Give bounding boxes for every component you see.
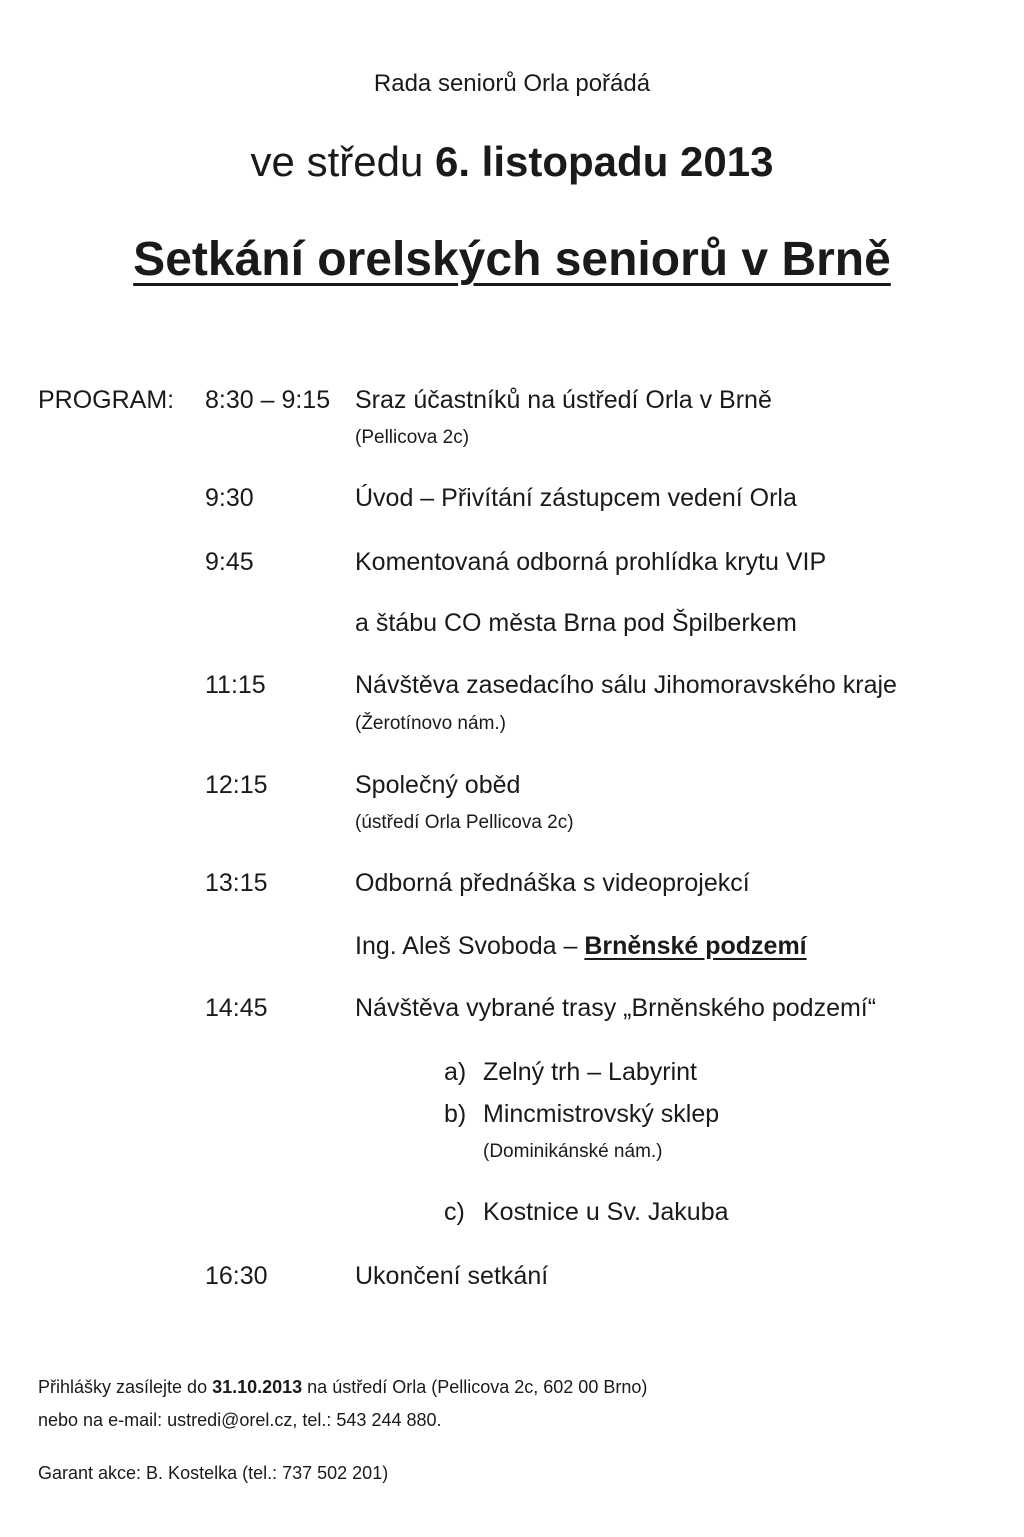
- program-time: 14:45: [205, 994, 268, 1022]
- subitem-text: Mincmistrovský sklep: [483, 1100, 720, 1128]
- subitem-text: Zelný trh – Labyrint: [483, 1058, 697, 1086]
- program-time: 9:30: [205, 484, 254, 512]
- program-text: Sraz účastníků na ústředí Orla v Brně: [355, 386, 772, 414]
- lecturer-name: Ing. Aleš Svoboda –: [355, 932, 585, 960]
- program-text: Návštěva zasedacího sálu Jihomoravského kraje: [355, 671, 897, 699]
- program-text: Úvod – Přivítání zástupcem vedení Orla: [355, 484, 797, 512]
- program-text-continued: [355, 932, 807, 961]
- title-text: Setkání orelských seniorů v Brně: [133, 233, 891, 286]
- program-text: Odborná přednáška s videoprojekcí: [355, 869, 750, 897]
- program-text: Komentovaná odborná prohlídka krytu VIP: [355, 548, 827, 576]
- program-time: 11:15: [205, 671, 266, 699]
- registration-suffix: na ústředí Orla (Pellicova 2c, 602 00 Brno): [302, 1377, 648, 1397]
- program-time: 16:30: [205, 1262, 268, 1290]
- program-note: (Pellicova 2c): [355, 427, 470, 448]
- program-time: 9:45: [205, 548, 254, 576]
- event-date: [0, 138, 1024, 186]
- program-time: 12:15: [205, 771, 268, 799]
- program-text-continued: a štábu CO města Brna pod Špilberkem: [355, 609, 797, 637]
- registration-line: [38, 1377, 647, 1398]
- program-time: 13:15: [205, 869, 268, 897]
- subitem-letter: c): [444, 1198, 465, 1226]
- organizer-line: Rada seniorů Orla pořádá: [373, 70, 651, 97]
- date-bold: 6. listopadu 2013: [434, 138, 774, 185]
- subitem-text: Kostnice u Sv. Jakuba: [483, 1198, 729, 1226]
- program-time: 8:30 – 9:15: [205, 386, 331, 414]
- program-text: Ukončení setkání: [355, 1262, 549, 1290]
- contact-line: nebo na e-mail: ustredi@orel.cz, tel.: 543 244 880.: [38, 1410, 442, 1430]
- guarantor-line: Garant akce: B. Kostelka (tel.: 737 502 201): [38, 1463, 389, 1483]
- subitem-letter: b): [444, 1100, 467, 1128]
- lecture-topic: Brněnské podzemí: [584, 932, 807, 960]
- program-label: PROGRAM:: [38, 386, 175, 414]
- program-note: (ústředí Orla Pellicova 2c): [355, 812, 574, 833]
- registration-deadline: 31.10.2013: [212, 1377, 303, 1397]
- page-title: [0, 232, 1024, 287]
- program-note: (Žerotínovo nám.): [355, 713, 506, 734]
- program-text: Společný oběd: [355, 771, 521, 799]
- registration-prefix: Přihlášky zasílejte do: [38, 1377, 213, 1397]
- subitem-letter: a): [444, 1058, 467, 1086]
- program-text: Návštěva vybrané trasy „Brněnského podzemí“: [355, 994, 877, 1022]
- subitem-note: (Dominikánské nám.): [483, 1141, 663, 1162]
- date-prefix: ve středu: [250, 138, 424, 185]
